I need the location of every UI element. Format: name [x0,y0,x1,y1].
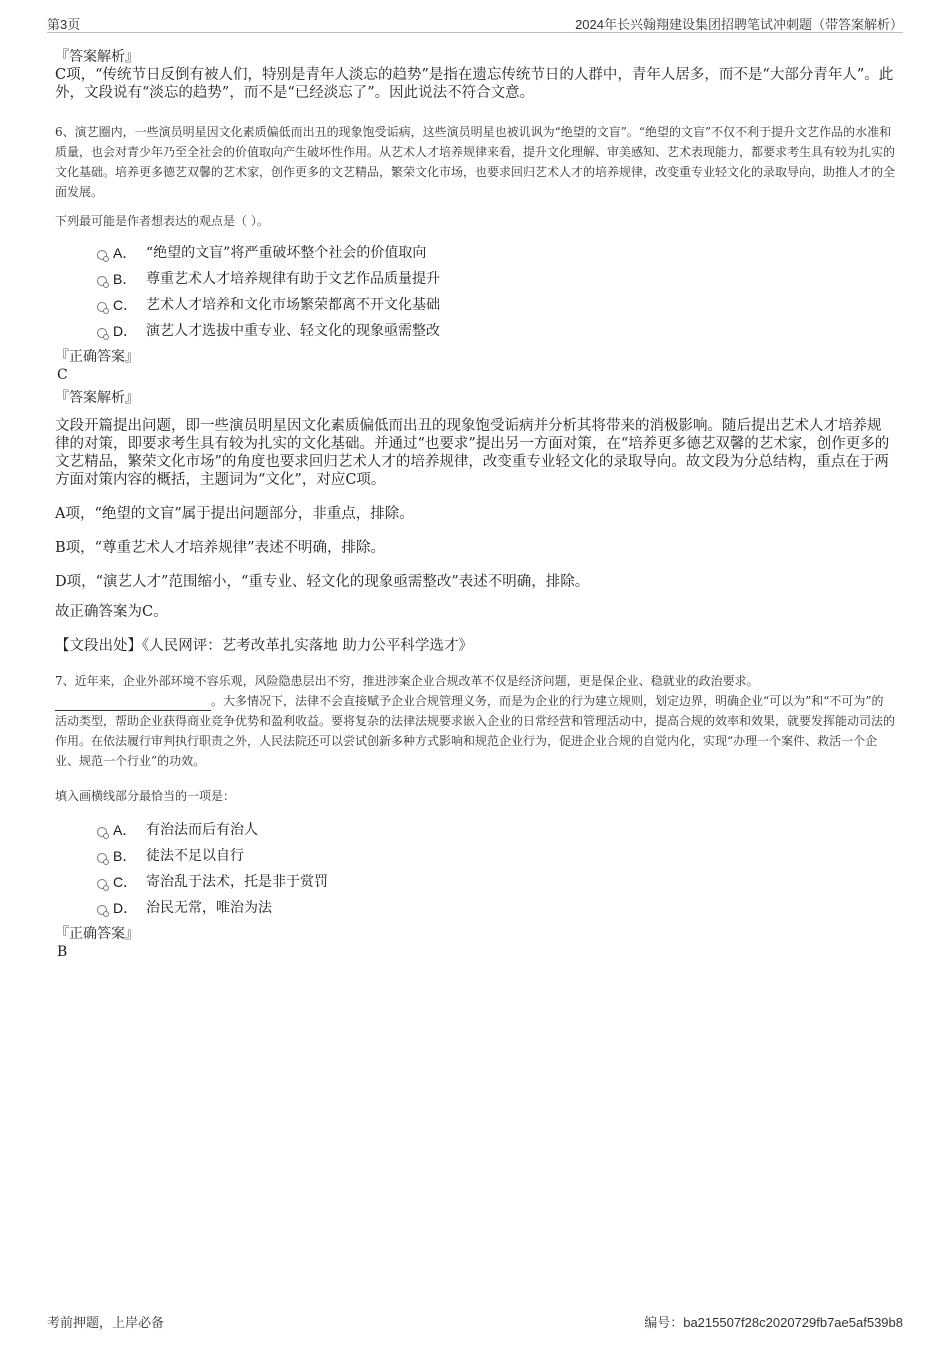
footer-serial: 编号：ba215507f28c2020729fb7ae5af539b8 [644,1315,903,1330]
radio-icon[interactable] [97,302,107,312]
q6-option-c[interactable]: C． 艺术人才培养和文化市场繁荣都离不开文化基础 [95,292,895,318]
q7-option-d[interactable]: D． 治民无常，唯治为法 [95,895,895,921]
q7-answer-label: 『正确答案』 [55,926,139,942]
q6-stem: 6、演艺圈内，一些演员明星因文化素质偏低而出丑的现象饱受诟病，这些演员明星也被讥讽为“绝望的文盲”。“绝望的文盲”不仅不利于提升文艺作品的水准和质量，也会对青少年乃至全社会的价值取向产生破坏性作用。从艺术人才培养规律来看，提升文化理解、审美感知、艺术表现能力，都要求考生具有较为扎实的文化基础。培养更多德艺双馨的艺术家，创作更多的文艺精品，繁荣文化市场，也要求回归艺术人才的培养规律，改变重专业轻文化的录取导向，助推人才的全面发展。 [55,125,896,199]
radio-icon[interactable] [97,250,107,260]
q6-note-a: A项，“绝望的文盲”属于提出问题部分，非重点，排除。 [55,506,414,522]
q7-options [95,817,895,921]
q7-stem-after: 。大多情况下，法律不会直接赋予企业合规管理义务，而是为企业的行为建立规则，划定边界，明确企业“可以为”和“不可为”的活动类型，帮助企业获得商业竞争优势和盈利收益。要将复杂的法律法规要求嵌入企业的日常经营和管理活动中，提高合规的效率和效果，就要发挥能动司法的作用。在依法履行审判执行职责之外，人民法院还可以尝试创新多种方式影响和规范企业行为，促进企业合规的自觉内化，实现“办理一个案件、救活一个企业、规范一个行业”的功效。 [55,694,896,768]
q7-answer: B [57,944,68,960]
page-content [55,48,895,962]
radio-icon[interactable] [97,827,107,837]
q6-option-d[interactable]: D． 演艺人才选拔中重专业、轻文化的现象亟需整改 [95,318,895,344]
q6-analysis-text: 文段开篇提出问题，即一些演员明星因文化素质偏低而出丑的现象饱受诟病并分析其将带来的消极影响。随后提出艺术人才培养规律的对策，即要求考生具有较为扎实的文化基础。并通过“也要求”提出另一方面对策，在“培养更多德艺双馨的艺术家，创作更多的文艺精品，繁荣文化市场”的角度也要求回归艺术人才的培养规律，改变重专业轻文化的录取导向。故文段为分总结构，重点在于两方面对策内容的概括，主题词为“文化”，对应C项。 [55,418,890,488]
q6-option-a[interactable]: A． “绝望的文盲”将严重破坏整个社会的价值取向 [95,240,895,266]
q7-prompt: 填入画横线部分最恰当的一项是： [55,789,236,803]
fill-in-blank [55,697,211,711]
document-title: 2024年长兴翰翔建设集团招聘笔试冲刺题（带答案解析） [575,17,903,32]
prev-analysis-text: C项，“传统节日反倒有被人们，特别是青年人淡忘的趋势”是指在遗忘传统节日的人群中，青年人居多，而不是“大部分青年人”。此外，文段说有“淡忘的趋势”，而不是“已经淡忘了”。因此说法不符合文意。 [55,67,894,101]
radio-icon[interactable] [97,276,107,286]
q6-option-b[interactable]: B． 尊重艺术人才培养规律有助于文艺作品质量提升 [95,266,895,292]
q6-prompt: 下列最可能是作者想表达的观点是（ ）。 [55,214,269,228]
q6-note-b: B项，“尊重艺术人才培养规律”表述不明确，排除。 [55,540,385,556]
prev-analysis-label: 『答案解析』 [55,49,139,65]
q6-options [95,240,895,344]
radio-icon[interactable] [97,879,107,889]
page-footer [47,1312,903,1330]
q6-conclusion: 故正确答案为C。 [55,604,168,620]
q6-source: 【文段出处】《人民网评：艺考改革扎实落地 助力公平科学选才》 [55,638,473,654]
radio-icon[interactable] [97,853,107,863]
q6-answer-label: 『正确答案』 [55,349,139,365]
q6-answer: C [57,367,68,383]
q7-option-b[interactable]: B． 徒法不足以自行 [95,843,895,869]
q7-option-a[interactable]: A． 有治法而后有治人 [95,817,895,843]
footer-slogan: 考前押题，上岸必备 [47,1316,165,1331]
radio-icon[interactable] [97,328,107,338]
page-number: 第3页 [47,17,81,32]
q7-stem-before: 7、近年来，企业外部环境不容乐观，风险隐患层出不穷，推进涉案企业合规改革不仅是经济问题，更是保企业、稳就业的政治要求。 [55,674,759,688]
page-header [47,12,903,33]
q6-note-d: D项，“演艺人才”范围缩小，“重专业、轻文化的现象亟需整改”表述不明确，排除。 [55,574,590,590]
q7-option-c[interactable]: C． 寄治乱于法术，托是非于赏罚 [95,869,895,895]
q7-stem [55,671,895,771]
q6-analysis-label: 『答案解析』 [55,390,139,406]
radio-icon[interactable] [97,905,107,915]
